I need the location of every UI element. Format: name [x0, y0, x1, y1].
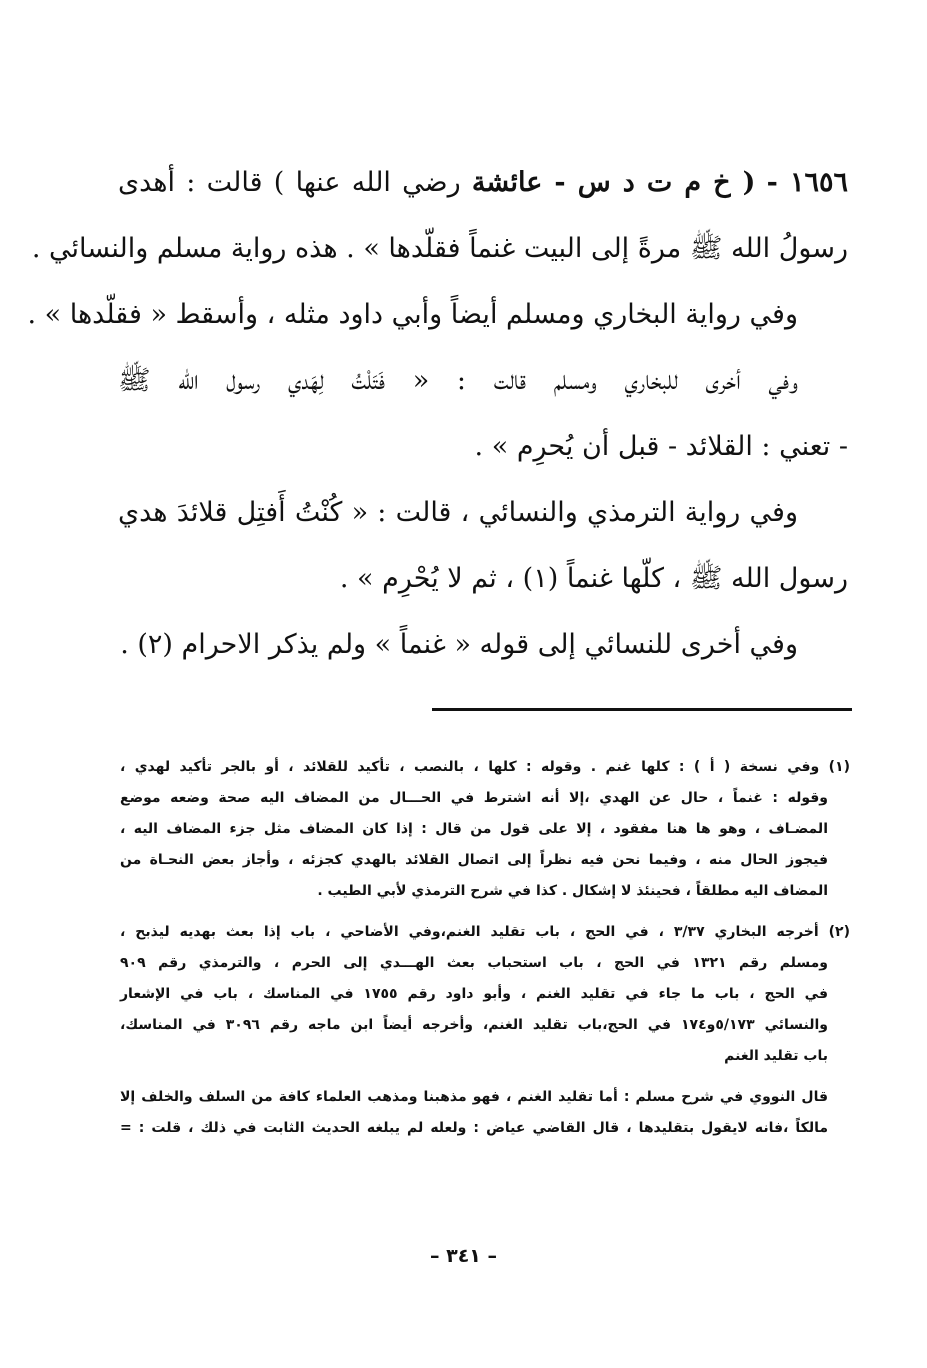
footnote-line: مالكاً ،فانه لايقول بتقليدها ، قال القاضي عياض : ولعله لم يبلغه الحديث الثابت في ذلك ، قلت : =: [120, 1120, 828, 1136]
text-line: رضي الله عنها ) قالت : أهدى: [118, 167, 461, 198]
text-line: وفي أخرى للنسائي إلى قوله « غنماً » ولم يذكر الاحرام (٢) .: [120, 629, 798, 660]
footnote-divider: [432, 708, 852, 711]
footnotes: [120, 752, 850, 1154]
footnote-line: فيجوز الحال منه ، وفيما نحن فيه نظراً إلى اتصال القلائد بالهدي كجزئه ، وأجاز بعض النحـاة من: [120, 852, 828, 868]
footnote-line: والنسائي ٥/١٧٣و١٧٤ في الحج،باب تقليد الغنم، وأخرجه أيضاً ابن ماجه رقم ٣٠٩٦ في المناسك،: [120, 1017, 828, 1033]
main-text: [27, 150, 848, 678]
footnote-2-continued: [120, 1082, 850, 1144]
footnote-line: (١) وفي نسخة ( أ ) : كلها غنم . وقوله : كلها ، بالنصب ، تأكيد للقلائد ، أو بالجر تأكيد لهدي ،: [120, 759, 850, 775]
footnote-line: (٢) أخرجه البخاري ٣/٣٧ ، في الحج ، باب تقليد الغنم،وفي الأضاحي ، باب إذا بعث بهديه ليذبح ،: [120, 924, 850, 940]
text-line: وفي رواية البخاري ومسلم أيضاً وأبي داود مثله ، وأسقط « فقلّدها » .: [27, 299, 798, 330]
text-line: - تعني : القلائد - قبل أن يُحرِم » .: [474, 431, 848, 462]
footnote-line: المضـاف ، وهو ها هنا مفقود ، إلا على قول من قال : إذا كان المضاف مثل جزء المضاف اليه ،: [120, 821, 828, 837]
hadith-heading-line: [118, 150, 848, 216]
text-line: وفي رواية الترمذي والنسائي ، قالت : « كُنْتُ أَفتِل قلائدَ هدي: [118, 497, 798, 528]
hadith-number: ١٦٥٦ -: [766, 167, 848, 198]
footnote-1: [120, 752, 850, 907]
footnote-line: وقوله : غنماً ، حال عن الهدي ،إلا أنه اشترط في الحـــال من المضاف اليه صحة وضعه موضع: [120, 790, 828, 806]
page-number: – ٣٤١ –: [429, 1245, 498, 1267]
footnote-2: [120, 917, 850, 1072]
text-line: وفي أخرى للبخاري ومسلم قالت : « فَتَلْتُ لِهَدي رسول الله ﷺ: [118, 365, 798, 396]
footnote-line: في الحج ، باب ما جاء في تقليد الغنم ، وأبو داود رقم ١٧٥٥ في المناسك ، باب في الإشعار: [120, 986, 828, 1002]
footnote-line: قال النووي في شرح مسلم : أما تقليد الغنم ، فهو مذهبنا ومذهب العلماء كافة من السلف والخلف إلا: [120, 1089, 828, 1105]
hadith-sources: ( خ م ت د س - عائشة: [471, 167, 756, 198]
text-line: رسول الله ﷺ ، كلّها غنماً (١) ، ثم لا يُحْرِم » .: [339, 563, 848, 594]
text-line: رسولُ الله ﷺ مرةً إلى البيت غنماً فقلّدها » . هذه رواية مسلم والنسائي .: [31, 233, 848, 264]
footnote-line: باب تقليد الغنم: [724, 1048, 828, 1064]
footnote-line: ومسلم رقم ١٣٢١ في الحج ، باب استحباب بعث الهـــدي إلى الحرم ، والترمذي رقم ٩٠٩: [120, 955, 829, 971]
footnote-line: المضاف اليه مطلقاً ، فحينئذ لا إشكال . كذا في شرح الترمذي لأبي الطيب .: [317, 883, 828, 899]
